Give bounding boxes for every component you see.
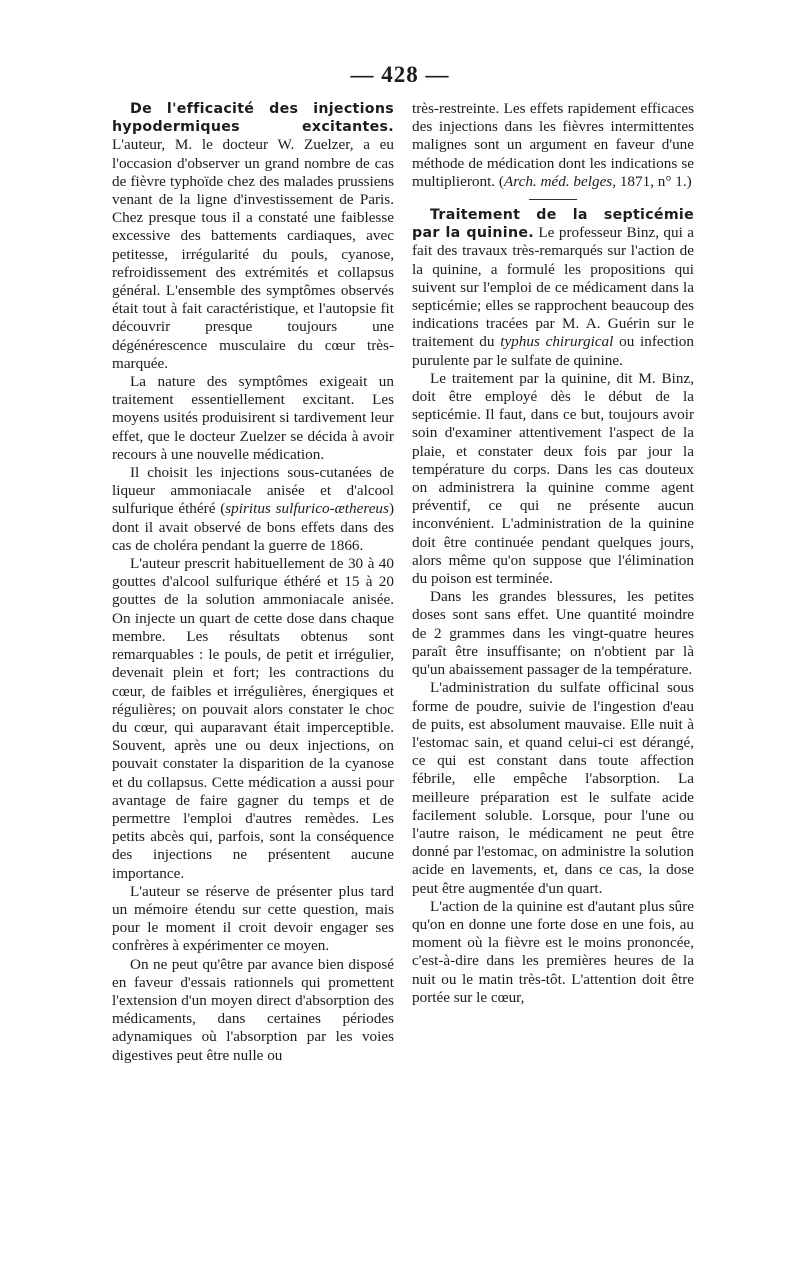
article-injections-intro: [112, 100, 394, 373]
paragraph: L'auteur se réserve de présenter plus tard un mémoire étendu sur cette question, mais pour le moment il croit devoir engager ses confrères à expérimenter ce moyen.: [112, 882, 394, 955]
paragraph: L'auteur prescrit habituellement de 30 à 40 gouttes d'alcool sulfurique éthéré et 15 à 20 gouttes de la solution ammoniacale anisée. On injecte un quart de cette dose dans chaque membre. Les résultats obtenus sont remarquables : le pouls, de petit et irrégulier, devenait plein et fort; les contractions du cœur, de faibles et irrégulières, énergiques et régulières; on pouvait alors constater le choc du cœur, qui auparavant était imperceptible. Souvent, après une ou deux injections, on pouvait constater la disparition de la cyanose et du collapsus. Cette médication a aussi pour avantage de faire gagner du temps et de permettre l'emploi d'autres remèdes. Les petits abcès qui, parfois, sont la conséquence des injections ne présentent aucune importance.: [112, 555, 394, 882]
continued-paragraph: [412, 100, 694, 191]
paragraph: L'action de la quinine est d'autant plus sûre qu'on en donne une forte dose en une fois, au moment où la fièvre est le moins prononcée, c'est-à-dire dans les premières heures de la nuit ou le matin très-tôt. L'attention doit être portée sur le cœur,: [412, 897, 694, 1006]
paragraph: Le traitement par la quinine, dit M. Binz, doit être employé dès le début de la septicémie. Il faut, dans ce but, toujours avoir soin d'examiner attentivement l'aspect de la plaie, et constater deux fois par jour la température du corps. Dans les cas douteux on administrera la quinine comme agent préventif, ce qui ne présente aucun inconvénient. L'administration de la quinine doit être continuée pendant quelques jours, alors même qu'on suppose que l'élimination du poison est terminée.: [412, 369, 694, 588]
paragraph: Dans les grandes blessures, les petites doses sont sans effet. Une quantité moindre de 2 grammes dans les vingt-quatre heures paraît être insuffisante; on n'obtient par là qu'un abaissement passager de la température.: [412, 588, 694, 679]
page-number: — 428 —: [350, 62, 450, 87]
citation: Arch. méd. belges,: [503, 172, 617, 190]
article-heading-injections: De l'efficacité des injections hypodermiques excitantes.: [112, 101, 394, 136]
paragraph-injections-choice: [112, 464, 394, 555]
paragraph: L'administration du sulfate officinal sous forme de poudre, suivie de l'ingestion d'eau de puits, est absolument mauvaise. Elle nuit à l'estomac sain, et quand celui-ci est dérangé, ce qui est constant dans toute affection fébrile, elle empêche l'absorption. La meilleure préparation est le sulfate acide facilement soluble. Lorsque, pour l'une ou l'autre raison, le médicament ne peut être donné par l'estomac, on administre la solution acide en lavements, et, dans ce cas, la dose peut être augmentée d'un quart.: [412, 679, 694, 897]
section-separator: [529, 199, 577, 200]
paragraph-text: Il choisit les injections sous-cutanées de liqueur ammoniacale anisée et d'alcool sulfurique éthéré (: [112, 464, 394, 518]
paragraph-text: ou infection purulente par le sulfate de quinine.: [412, 333, 694, 369]
citation-number: 1871, n° 1.): [616, 172, 692, 190]
paragraph: On ne peut qu'être par avance bien disposé en faveur d'essais rationnels qui promettent l'extension d'un moyen direct d'absorption des médicaments, dans certaines périodes adynamiques où l'absorption par les voies digestives peut être nulle ou: [112, 955, 394, 1064]
latin-term: typhus chirurgical: [500, 333, 614, 351]
latin-term: spiritus sulfurico-æthereus: [225, 500, 389, 518]
article-heading-septicemia: Traitement de la septicémie par la quinine.: [412, 207, 694, 242]
left-column: [112, 100, 394, 1065]
paragraph-text: très-restreinte. Les effets rapidement efficaces des injections dans les fièvres intermittentes malignes sont un argument en faveur d'une méthode de médication dont les indications se multiplieront. (: [412, 100, 694, 190]
article-septicemia-intro: [412, 206, 694, 370]
paragraph-text: Le professeur Binz, qui a fait des travaux très-remarqués sur l'action de la quinine, a formulé les propositions qui suivent sur l'emploi de ce médicament dans la septicémie; elles se rapprochent beaucoup des indications tracées par M. A. Guérin sur le traitement du: [412, 224, 694, 351]
paragraph-text: L'auteur, M. le docteur W. Zuelzer, a eu l'occasion d'observer un grand nombre de cas de fièvre typhoïde chez des malades prussiens venant de la ligne d'investissement de Paris. Chez presque tous il a constaté une faiblesse excessive des battements cardiaques, avec petitesse, irrégularité du pouls, cyanose, refroidissement des extrémités et collapsus général. L'ensemble des symptômes observés était tout à fait caractéristique, et l'autopsie fit découvrir presque toujours une dégénérescence musculaire du cœur très-marquée.: [112, 136, 394, 372]
paragraph: La nature des symptômes exigeait un traitement essentiellement excitant. Les moyens usités produisirent si tardivement leur effet, que le docteur Zuelzer se décida à avoir recours à une nouvelle médication.: [112, 373, 394, 463]
paragraph-text: ) dont il avait observé de bons effets dans des cas de choléra pendant la guerre de 1866.: [112, 500, 395, 554]
right-column: [412, 100, 694, 1007]
